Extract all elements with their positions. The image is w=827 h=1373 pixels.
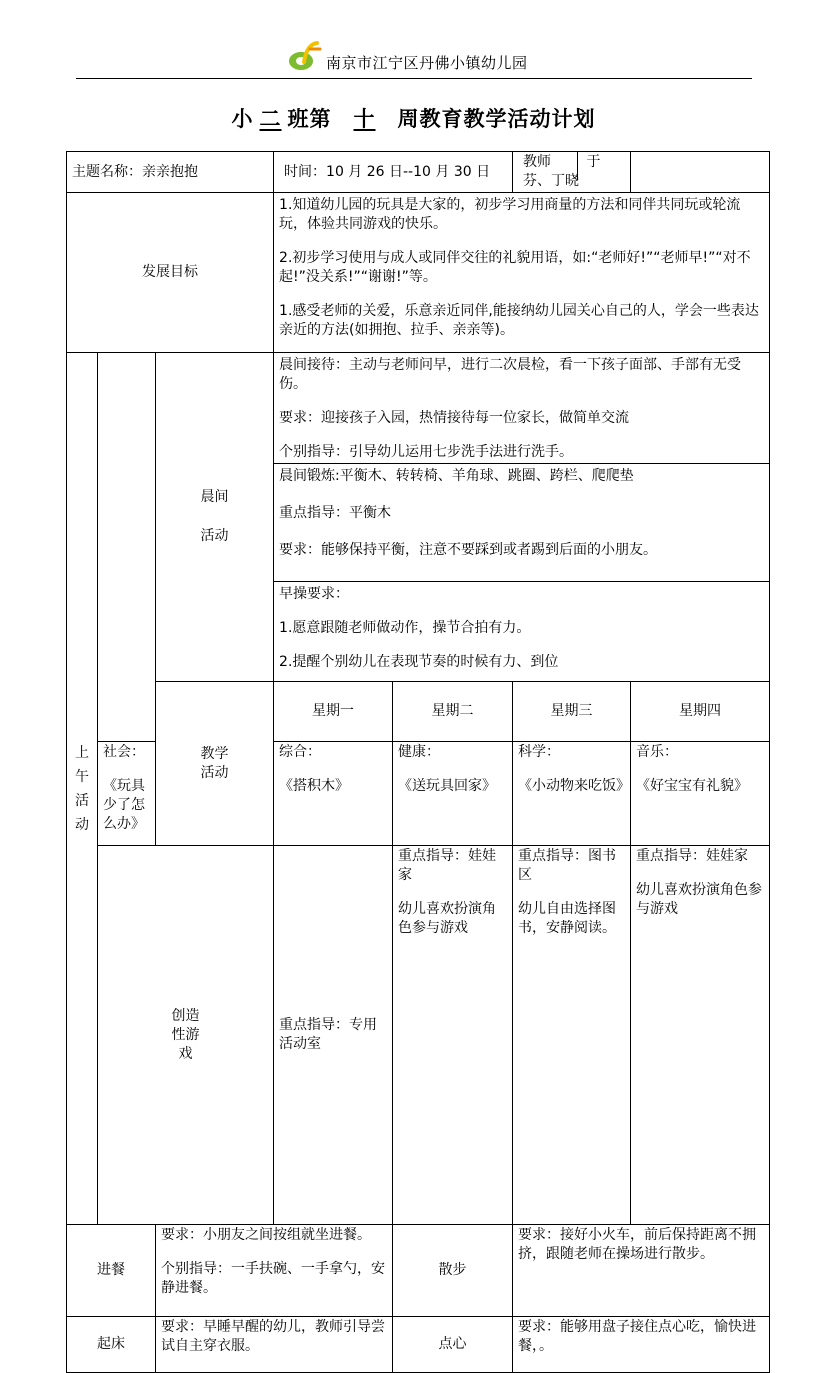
page-title	[0, 103, 827, 133]
lesson-subject: 音乐：	[636, 744, 679, 760]
reception-guidance: 个别指导：引导幼儿运用七步洗手法进行洗手。	[279, 444, 574, 460]
title-week-number: 十	[353, 107, 376, 131]
exercise-focus: 重点指导：平衡木	[279, 505, 392, 521]
meal-guidance: 个别指导：一手扶碗、一手拿勺，安静进餐。	[161, 1261, 385, 1296]
goals-row	[67, 193, 770, 353]
day-header: 星期三	[513, 682, 631, 742]
lesson-subject: 科学：	[518, 744, 561, 760]
meal-requirement: 要求：小朋友之间按组就坐进餐。	[161, 1227, 371, 1243]
teacher-value: 于芬、丁晓	[523, 154, 601, 189]
wake-label: 起床	[67, 1317, 156, 1373]
morning-activity-label	[156, 353, 274, 682]
creative-label-text: 创造性游戏	[171, 1007, 200, 1062]
lesson-title: 《小动物来吃饭》	[518, 778, 631, 794]
creative-cell	[274, 846, 393, 1225]
morning-activity-label-1: 晨间	[200, 489, 229, 505]
morning-activity-label-2: 活动	[200, 528, 229, 544]
creative-focus: 重点指导：专用活动室	[279, 1017, 378, 1052]
creative-note: 幼儿自由选择图书，安静阅读。	[518, 901, 617, 936]
title-class-number: 二	[259, 107, 282, 131]
drill-title: 早操要求：	[279, 586, 350, 602]
walk-label: 散步	[393, 1225, 513, 1317]
time-value: 10 月 26 日--10 月 30 日	[326, 163, 491, 180]
title-suffix: 周教育教学活动计划	[397, 107, 596, 131]
lesson-title: 《玩具少了怎么办》	[103, 778, 145, 832]
header-divider	[76, 78, 752, 79]
creative-note: 幼儿喜欢扮演角色参与游戏	[636, 882, 763, 917]
goal-item: 2.初步学习使用与成人或同伴交往的礼貌用语，如:“老师好!”“老师早!”“对不起!”没关系!”“谢谢!”等。	[279, 250, 751, 285]
reception-line: 晨间接待：主动与老师问早，进行二次晨检，看一下孩子面部、手部有无受伤。	[279, 357, 742, 392]
exercise-line: 晨间锻炼:平衡木、转转椅、羊角球、跳圈、跨栏、爬爬垫	[279, 468, 634, 484]
lesson-subject: 社会：	[103, 744, 145, 760]
reception-content	[274, 353, 770, 464]
creative-note: 幼儿喜欢扮演角色参与游戏	[398, 901, 497, 936]
creative-cell	[513, 846, 631, 1225]
lesson-cell	[98, 742, 156, 846]
creative-row	[67, 846, 770, 1225]
goals-label: 发展目标	[67, 193, 274, 353]
drill-item: 1.愿意跟随老师做动作，操节合拍有力。	[279, 620, 531, 636]
lesson-title: 《搭积木》	[279, 778, 350, 794]
teacher-label: 教师	[523, 154, 552, 170]
goal-item: 1.感受老师的关爱，乐意亲近同伴,能接纳幼儿园关心自己的人，学会一些表达亲近的方法(如拥抱、拉手、亲亲等)。	[279, 303, 759, 338]
reception-requirement: 要求：迎接孩子入园，热情接待每一位家长，做简单交流	[279, 410, 630, 426]
snack-label: 点心	[393, 1317, 513, 1373]
snack-content	[513, 1317, 770, 1373]
title-prefix: 小	[231, 107, 254, 131]
wake-requirement: 要求：早睡早醒的幼儿，教师引导尝试自主穿衣服。	[161, 1319, 385, 1354]
morning-label-spacer	[98, 353, 156, 742]
creative-label	[98, 846, 274, 1225]
exercise-content	[274, 464, 770, 582]
reception-row	[67, 353, 770, 464]
day-header: 星期一	[274, 682, 393, 742]
meal-row	[67, 1225, 770, 1317]
teacher-cell	[513, 152, 631, 193]
creative-focus: 重点指导：图书区	[518, 848, 617, 883]
lesson-subject: 健康：	[398, 744, 441, 760]
days-row	[67, 682, 770, 742]
goals-content	[274, 193, 770, 353]
time-cell	[274, 152, 513, 193]
walk-requirement: 要求：接好小火车，前后保持距离不拥挤，跟随老师在操场进行散步。	[518, 1227, 757, 1262]
time-label: 时间：	[284, 163, 327, 180]
teaching-label-text: 教学活动	[200, 745, 229, 781]
theme-cell	[67, 152, 274, 193]
creative-focus: 重点指导：娃娃家	[398, 848, 497, 883]
wake-content	[156, 1317, 393, 1373]
theme-value: 亲亲抱抱	[142, 163, 198, 180]
morning-label-text: 上午活动	[75, 744, 89, 833]
teaching-label	[156, 682, 274, 846]
goal-item: 1.知道幼儿园的玩具是大家的，初步学习用商量的方法和同伴共同玩或轮流玩，体验共同游戏的快乐。	[279, 197, 741, 232]
lesson-cell	[274, 742, 393, 846]
day-header: 星期四	[631, 682, 770, 742]
exercise-requirement: 要求：能够保持平衡，注意不要踩到或者踢到后面的小朋友。	[279, 542, 658, 558]
info-row	[67, 152, 770, 193]
theme-label: 主题名称：	[72, 163, 142, 180]
lesson-cell	[513, 742, 631, 846]
drill-content	[274, 582, 770, 682]
drill-item: 2.提醒个别幼儿在表现节奏的时候有力、到位	[279, 654, 559, 670]
lesson-subject: 综合：	[279, 744, 322, 760]
snack-requirement: 要求：能够用盘子接住点心吃，愉快进餐，。	[518, 1319, 757, 1354]
wake-row	[67, 1317, 770, 1373]
school-logo	[284, 40, 322, 72]
meal-content	[156, 1225, 393, 1317]
lesson-cell	[393, 742, 513, 846]
meal-label: 进餐	[67, 1225, 156, 1317]
day-header: 星期二	[393, 682, 513, 742]
lesson-title: 《好宝宝有礼貌》	[636, 778, 749, 794]
school-name: 南京市江宁区丹佛小镇幼儿园	[326, 54, 528, 72]
lesson-title: 《送玩具回家》	[398, 778, 497, 794]
creative-focus: 重点指导：娃娃家	[636, 848, 749, 864]
teacher-cell-extension	[631, 152, 770, 193]
creative-cell	[393, 846, 513, 1225]
walk-content	[513, 1225, 770, 1317]
weekly-plan-table	[66, 151, 770, 1373]
creative-cell	[631, 846, 770, 1225]
lesson-cell	[631, 742, 770, 846]
page-header	[0, 40, 827, 80]
title-class-word: 班第	[287, 107, 332, 131]
morning-label	[67, 353, 98, 1225]
